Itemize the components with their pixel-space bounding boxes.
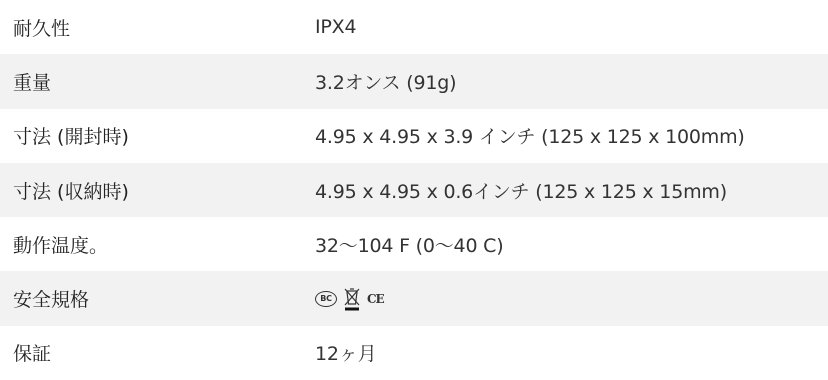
spec-label: 耐久性	[13, 17, 71, 40]
spec-value: 32～104 F (0～40 C)	[315, 234, 504, 257]
spec-label: 保証	[13, 343, 52, 366]
spec-row-warranty	[0, 326, 828, 380]
spec-label: 寸法 (開封時)	[13, 126, 129, 149]
spec-row-dimensions-open	[0, 109, 828, 163]
spec-row-durability	[0, 0, 828, 54]
weee-crossed-bin-icon	[343, 287, 361, 311]
spec-label: 安全規格	[13, 289, 90, 312]
spec-row-weight	[0, 54, 828, 108]
spec-label: 動作温度。	[13, 234, 109, 257]
ce-mark-icon: CE	[367, 291, 384, 306]
spec-value: 4.95 x 4.95 x 3.9 インチ (125 x 125 x 100mm)	[315, 126, 745, 149]
spec-row-operating-temperature	[0, 217, 828, 271]
bc-mark-icon: BC	[315, 291, 337, 307]
spec-value: 12ヶ月	[315, 343, 377, 366]
spec-value: 3.2オンス (91g)	[315, 71, 457, 94]
spec-value: 4.95 x 4.95 x 0.6インチ (125 x 125 x 15mm)	[315, 180, 727, 203]
spec-label: 重量	[13, 71, 52, 94]
spec-row-dimensions-stored	[0, 163, 828, 217]
spec-row-safety-standards	[0, 271, 828, 325]
spec-value: IPX4	[315, 16, 357, 39]
certification-marks	[315, 287, 384, 311]
spec-label: 寸法 (収納時)	[13, 180, 129, 203]
